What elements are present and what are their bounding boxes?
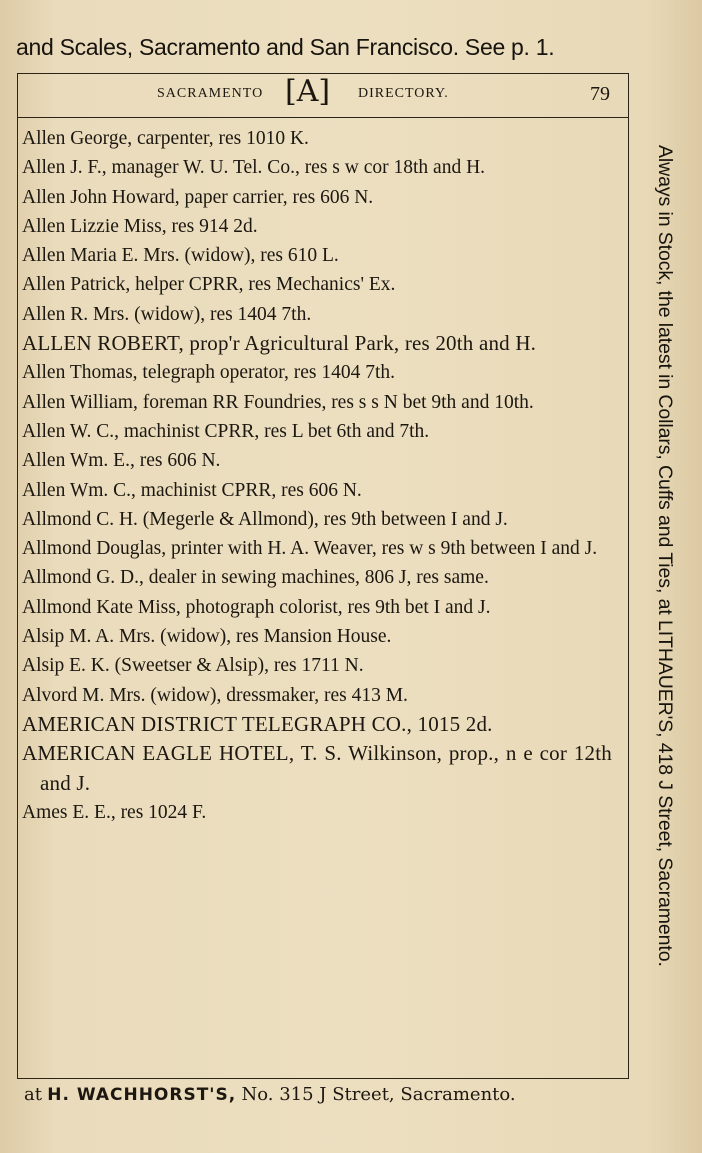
- directory-entries: [22, 124, 612, 827]
- directory-entry: Alsip E. K. (Sweetser & Alsip), res 1711 N.: [22, 655, 364, 677]
- directory-entry: Allen Lizzie Miss, res 914 2d.: [22, 215, 258, 237]
- directory-entry: Allmond G. D., dealer in sewing machines, 806 J, res same.: [22, 567, 489, 589]
- directory-entry: Allen W. C., machinist CPRR, res L bet 6th and 7th.: [22, 420, 430, 442]
- directory-entry: ALLEN ROBERT, prop'r Agricultural Park, res 20th and H.: [22, 331, 537, 356]
- running-head-letter: [A]: [285, 74, 331, 109]
- directory-entry: Allmond Douglas, printer with H. A. Weaver, res w s 9th between I and J.: [22, 538, 598, 560]
- top-advertisement: and Scales, Sacramento and San Francisco. See p. 1.: [16, 34, 555, 60]
- bottom-ad-name: H. WACHHORST'S,: [47, 1085, 237, 1105]
- directory-entry: Allen Thomas, telegraph operator, res 1404 7th.: [22, 362, 396, 384]
- directory-entry: Allen Wm. E., res 606 N.: [22, 450, 221, 472]
- directory-entry: Allen Wm. C., machinist CPRR, res 606 N.: [22, 479, 362, 501]
- directory-entry: Alvord M. Mrs. (widow), dressmaker, res 413 M.: [22, 684, 408, 706]
- directory-entry: Allen R. Mrs. (widow), res 1404 7th.: [22, 303, 312, 325]
- page-number: 79: [590, 83, 610, 105]
- running-head: [17, 73, 629, 118]
- bottom-ad-prefix: at: [24, 1084, 42, 1105]
- directory-entry: Alsip M. A. Mrs. (widow), res Mansion House.: [22, 626, 392, 648]
- directory-entry: Allen Patrick, helper CPRR, res Mechanics' Ex.: [22, 274, 396, 296]
- directory-entry: AMERICAN DISTRICT TELEGRAPH CO., 1015 2d.: [22, 711, 493, 736]
- directory-entry: Allen John Howard, paper carrier, res 606 N.: [22, 186, 374, 208]
- running-head-city: SACRAMENTO: [157, 86, 264, 101]
- directory-entry: Allen Maria E. Mrs. (widow), res 610 L.: [22, 245, 339, 267]
- side-advertisement: Always in Stock, the latest in Collars, Cuffs and Ties, at LITHAUER'S, 418 J Street, Sacramento.: [654, 145, 676, 967]
- running-head-title: DIRECTORY.: [358, 86, 449, 101]
- directory-entry: Allmond Kate Miss, photograph colorist, res 9th bet I and J.: [22, 596, 491, 618]
- directory-entry: Allen William, foreman RR Foundries, res s s N bet 9th and 10th.: [22, 391, 534, 413]
- directory-entry: Ames E. E., res 1024 F.: [22, 801, 207, 823]
- directory-entry: Allmond C. H. (Megerle & Allmond), res 9th between I and J.: [22, 508, 508, 530]
- bottom-advertisement: [24, 1084, 624, 1106]
- bottom-ad-address: No. 315 J Street, Sacramento.: [241, 1084, 516, 1105]
- directory-entry: Allen George, carpenter, res 1010 K.: [22, 128, 309, 149]
- directory-entry: AMERICAN EAGLE HOTEL, T. S. Wilkinson, prop., n e cor 12th and J.: [22, 741, 612, 795]
- directory-entry: Allen J. F., manager W. U. Tel. Co., res s w cor 18th and H.: [22, 157, 486, 179]
